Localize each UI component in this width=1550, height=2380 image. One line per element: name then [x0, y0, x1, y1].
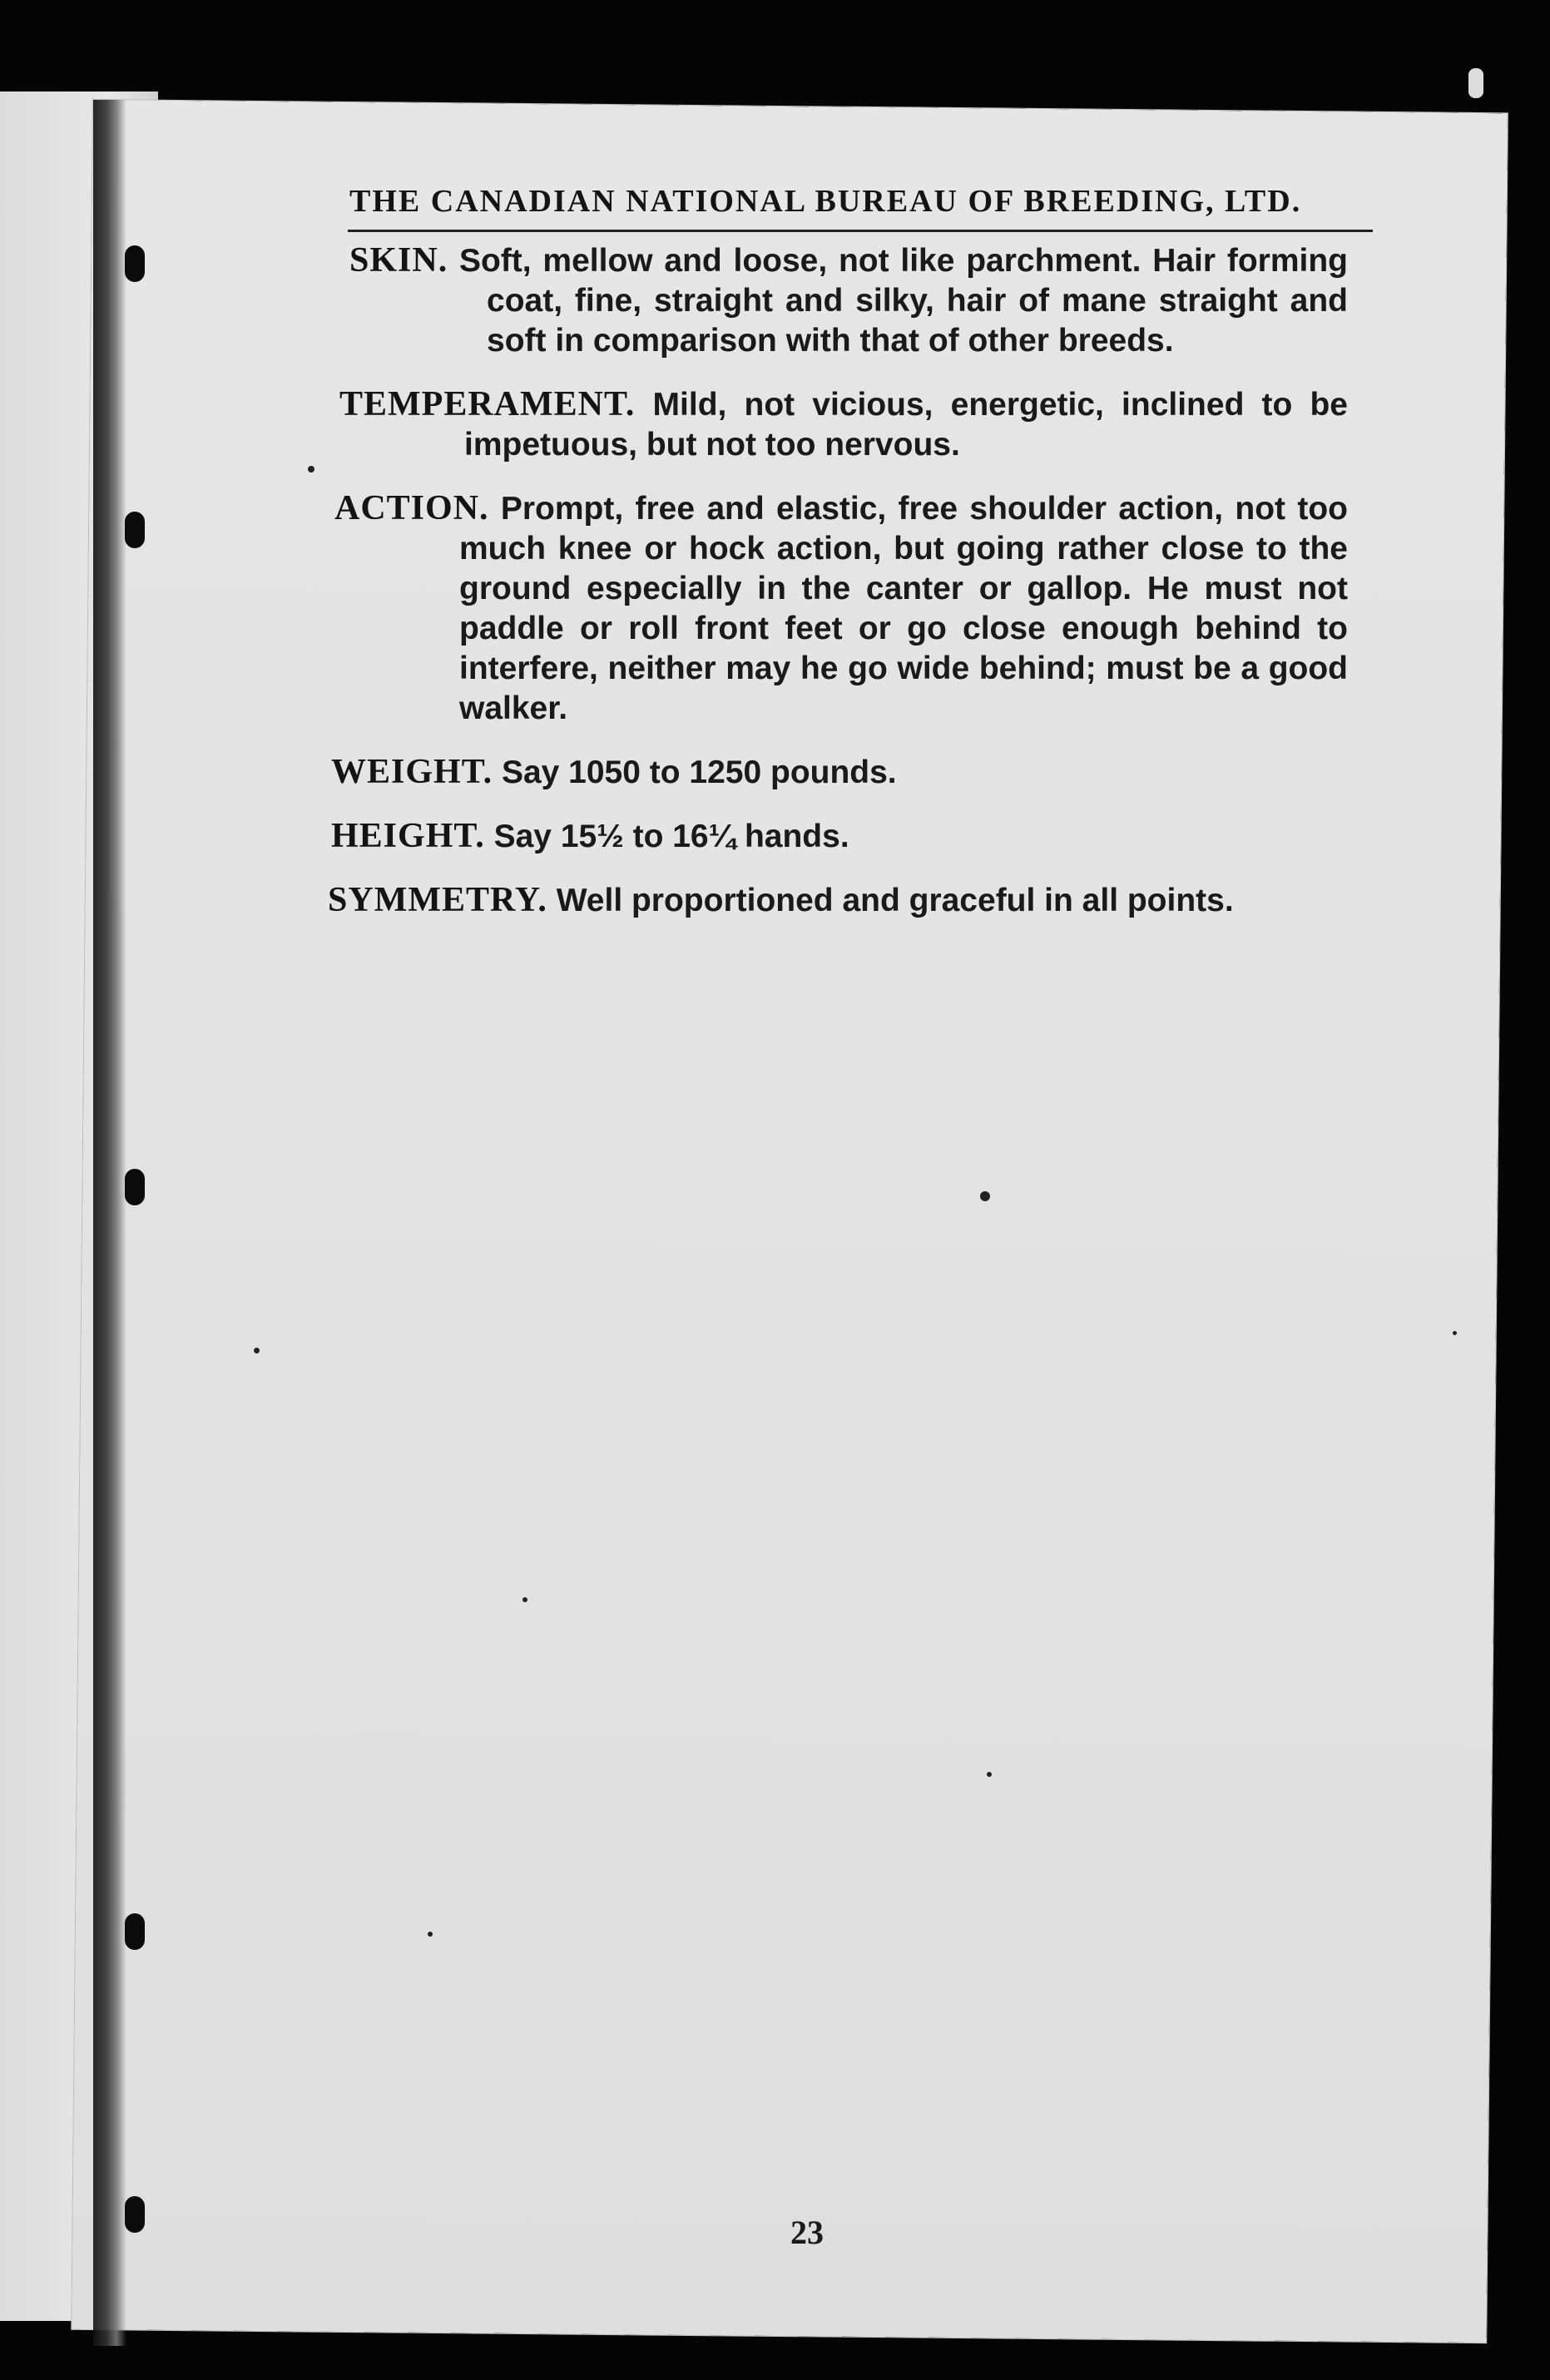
entry-term: TEMPERAMENT.: [339, 385, 636, 423]
binding-hole: [125, 245, 145, 282]
entry-term: HEIGHT.: [331, 817, 485, 855]
entry-text: Say 1050 to 1250 pounds.: [501, 755, 897, 790]
entry-text: Well proportioned and graceful in all points.: [556, 883, 1234, 918]
entry-skin: [349, 240, 1348, 361]
binding-hole: [125, 2196, 145, 2233]
ink-speck: [522, 1597, 527, 1602]
entry-symmetry: [328, 880, 1348, 921]
header-rule: [348, 230, 1373, 232]
entry-height: [331, 816, 1348, 857]
binding-hole: [125, 1169, 145, 1205]
entry-term: SKIN.: [349, 241, 448, 280]
entry-term: ACTION.: [334, 489, 489, 527]
page-content: [241, 183, 1348, 944]
running-head: THE CANADIAN NATIONAL BUREAU OF BREEDING, LTD.: [349, 184, 1302, 219]
entry-action: [334, 488, 1348, 729]
ink-speck: [428, 1932, 433, 1937]
entry-term: WEIGHT.: [331, 753, 493, 791]
ink-speck: [987, 1772, 992, 1777]
entry-weight: [331, 752, 1348, 793]
ink-speck: [254, 1348, 260, 1353]
entry-text: Prompt, free and elastic, free shoulder action, not too much knee or hock action, but going rather close to the ground especially in the canter or gallop. He must not paddle or roll front feet or go close enough behind to interfere, neither may he go wide behind; must be a good walker.: [459, 491, 1348, 726]
binding-edge: [93, 100, 126, 2346]
entry-text: Say 15½ to 16¼ hands.: [493, 819, 849, 854]
entry-temperament: [339, 384, 1348, 465]
page-number: 23: [790, 2214, 824, 2251]
entry-text: Soft, mellow and loose, not like parchment. Hair forming coat, fine, straight and silky, hair of mane straight and soft in comparison with that of other breeds.: [458, 243, 1348, 359]
binding-hole: [125, 1913, 145, 1950]
ink-speck: [1453, 1331, 1457, 1335]
entry-text: Mild, not vicious, energetic, inclined to be impetuous, but not too nervous.: [464, 387, 1348, 463]
binding-hole: [125, 512, 145, 548]
corner-mark-icon: [1468, 68, 1483, 98]
entry-term: SYMMETRY.: [328, 881, 547, 919]
ink-speck: [980, 1191, 990, 1201]
